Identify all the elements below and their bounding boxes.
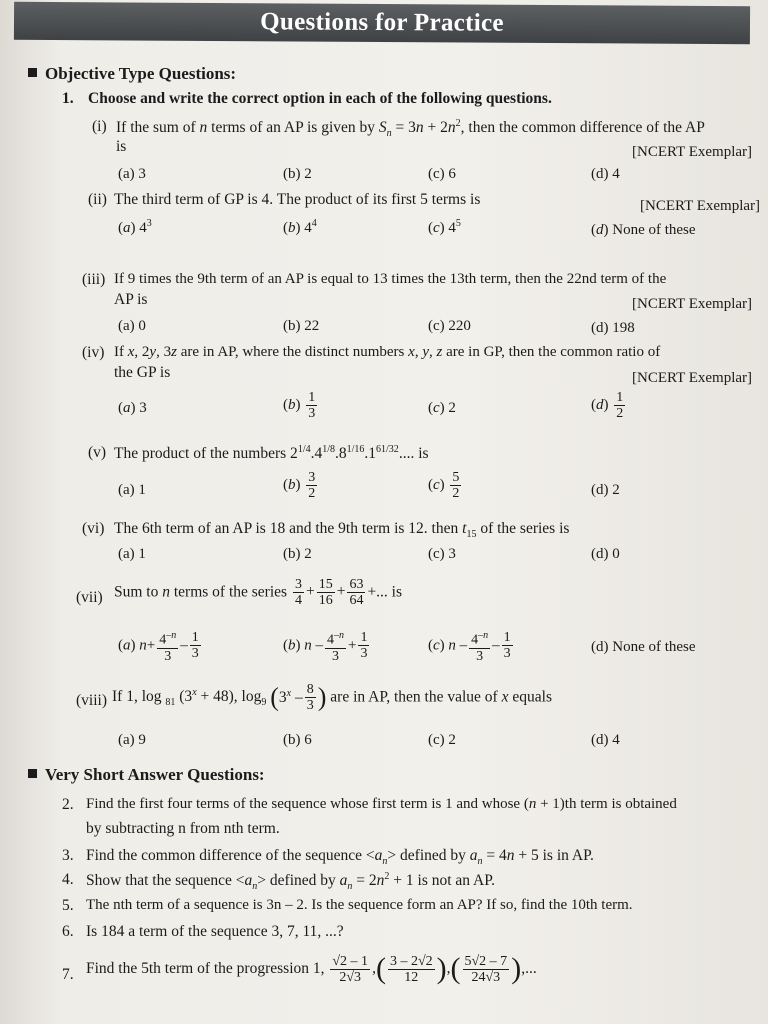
qiii-option-d: (d) 198 [591,320,635,336]
qii-option-a: (a) $4^3$ [118,218,152,236]
qii-label: (ii) [88,191,107,208]
qiv-option-b: (b) $\frac{1}{3}$ [283,390,316,421]
qi-option-d: (d) 4 [591,166,620,182]
qviii-option-c: (c) 2 [428,732,456,748]
qii-tag: [NCERT Exemplar] [640,198,761,214]
very-short-heading: Very Short Answer Questions: [28,765,265,785]
q6-number: 6. [62,923,74,940]
qii-option-d: (d) None of these [591,222,696,238]
qvi-option-d: (d) 0 [591,546,620,562]
qviii-text: If 1, log $_{81}$ $(3^x + 48)$, $\log_9 (3^x$ – $\frac{8}{3}$ ) are in AP, then the value of x equals [112,682,552,713]
q1-text: Choose and write the correct option in each of the following questions. [88,90,552,107]
qiv-option-a: (a) 3 [118,400,147,416]
bullet-square-icon [28,769,37,778]
qv-label: (v) [88,444,107,461]
qiii-label: (iii) [82,271,106,288]
q1-number: 1. [62,90,74,107]
qi-text: If the sum of n terms of an AP is given by $S_n = 3n + 2n^2$, then the common difference of the AP [116,118,705,140]
q2-tail: by subtracting n from nth term. [86,820,280,837]
qiv-tail: the GP is [114,364,171,381]
qv-option-a: (a) 1 [118,482,146,498]
qvi-option-b: (b) 2 [283,546,312,562]
qvi-option-a: (a) 1 [118,546,146,562]
qv-option-b: (b) $\frac{3}{2}$ [283,470,316,501]
qiii-option-b: (b) 22 [283,318,320,334]
q5-text: The nth term of a sequence is 3n – 2. Is the sequence form an AP? If so, find the 10th term. [86,897,633,913]
q4-number: 4. [62,871,74,888]
q2-number: 2. [62,796,74,813]
bullet-square-icon [28,68,37,77]
q6-text: Is 184 a term of the sequence 3, 7, 11, ...? [86,923,344,940]
qvi-text: The 6th term of an AP is 18 and the 9th term is 12. then $t_{15}$ of the series is [114,520,570,541]
q7-text: Find the 5th term of the progression 1, $\frac{√2 - 1}{2√3}$ ,( $\frac{3 - 2√2}{12}$ ),( $\frac{5√2 - 7}{24√3}$ ),... [86,952,537,985]
qiv-tag: [NCERT Exemplar] [632,370,753,386]
qiv-text: If x, 2y, 3z are in AP, where the distinct numbers x, y, z are in GP, then the common ratio of [114,344,661,360]
qiii-tag: [NCERT Exemplar] [632,296,753,312]
qiii-text: If 9 times the 9th term of an AP is equal to 13 times the 13th term, then the 22nd term of the [114,271,667,287]
qiv-option-d: (d) $\frac{1}{2}$ [591,390,624,421]
qi-option-c: (c) 6 [428,166,456,182]
page-title: Questions for Practice [260,8,504,37]
title-banner [14,2,750,44]
qv-option-d: (d) 2 [591,482,620,498]
qv-text: The product of the numbers $2^{1/4}.4^{1/8}.8^{1/16}.1^{61/32}$.... is [114,444,429,463]
q2-text: Find the first four terms of the sequence whose first term is 1 and whose (n + 1)th term is obtained [86,796,677,812]
qiii-option-a: (a) 0 [118,318,146,334]
qviii-option-b: (b) 6 [283,732,312,748]
q5-number: 5. [62,897,74,914]
q3-number: 3. [62,847,74,864]
q3-text: Find the common difference of the sequence $<a_n>$ defined by $a_n = 4n + 5$ is in AP. [86,847,594,868]
qvi-option-c: (c) 3 [428,546,456,562]
qiv-label: (iv) [82,344,105,361]
qviii-option-a: (a) 9 [118,732,146,748]
qvii-option-d: (d) None of these [591,639,696,655]
qvii-label: (vii) [76,589,103,606]
qii-option-b: (b) $4^4$ [283,218,317,236]
qiii-tail: AP is [114,291,148,308]
q4-text: Show that the sequence $<a_n>$ defined by $a_n = 2n^2 + 1$ is not an AP. [86,871,496,893]
qiii-option-c: (c) 220 [428,318,471,334]
qi-tag: [NCERT Exemplar] [632,144,753,160]
objective-heading: Objective Type Questions: [28,64,236,84]
qvii-option-b: (b) n – $\frac{4^{-n}}{3}$ + $\frac{1}{3}$ [283,630,368,664]
qi-option-a: (a) 3 [118,166,146,182]
qvii-text: Sum to n terms of the series $\frac{3}{4}$ + $\frac{15}{16}$ + $\frac{63}{64}$ +... is [114,577,403,608]
qvii-option-a: (a) n+ $\frac{4^{-n}}{3}$ – $\frac{1}{3}$ [118,630,199,664]
qvii-option-c: (c) n – $\frac{4^{-n}}{3}$ – $\frac{1}{3}$ [428,630,511,664]
qiv-option-c: (c) 2 [428,400,456,416]
q7-number: 7. [62,966,74,983]
qi-option-b: (b) 2 [283,166,312,182]
qii-option-c: (c) $4^5$ [428,218,461,236]
qvi-label: (vi) [82,520,105,537]
qi-tail: is [116,138,127,155]
qii-text: The third term of GP is 4. The product of its first 5 terms is [114,191,481,208]
qviii-label: (viii) [76,692,107,709]
qi-label: (i) [92,118,107,135]
qviii-option-d: (d) 4 [591,732,620,748]
qv-option-c: (c) $\frac{5}{2}$ [428,470,460,501]
